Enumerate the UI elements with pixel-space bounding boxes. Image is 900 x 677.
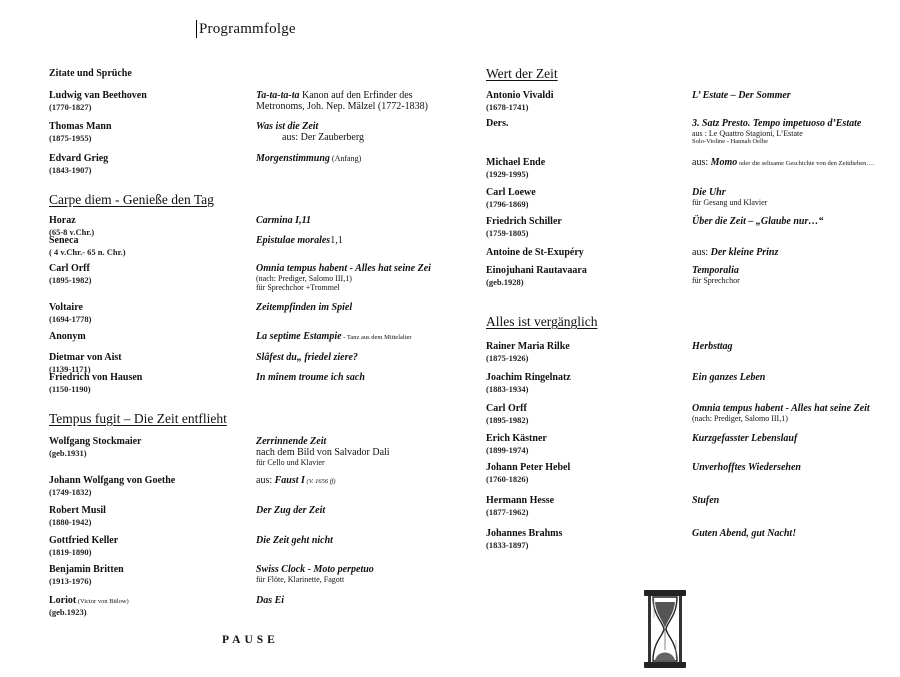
composer-kaestner: Erich Kästner (1899-1974) [486, 433, 547, 455]
work-loriot: Das Ei [256, 595, 285, 606]
composer-ders: Ders. [486, 118, 509, 129]
section-wert-der-zeit: Wert der Zeit [486, 66, 558, 81]
composer-mann: Thomas Mann (1875-1955) [49, 121, 112, 143]
work-loewe: Die Uhr für Gesang und Klavier [692, 187, 768, 207]
work-rilke: Herbsttag [692, 341, 733, 352]
work-vivaldi: L’ Estate – Der Sommer [692, 90, 791, 101]
work-exupery: aus: Der kleine Prinz [692, 247, 779, 258]
pause-label: PAUSE [222, 634, 279, 646]
work-seneca: Epistulae morales1,1 [256, 235, 343, 246]
composer-hausen: Friedrich von Hausen (1150-1190) [49, 372, 143, 394]
composer-orff-left: Carl Orff (1895-1982) [49, 263, 92, 285]
composer-orff-right: Carl Orff (1895-1982) [486, 403, 529, 425]
composer-voltaire: Voltaire (1694-1778) [49, 302, 92, 324]
composer-loriot: Loriot (Victor von Bülow) (geb.1923) [49, 595, 129, 617]
work-ende: aus: Momo oder die seltsame Geschichte von den Zeitdieben…. [692, 157, 875, 168]
composer-ende: Michael Ende (1929-1995) [486, 157, 546, 179]
composer-beethoven: Ludwig van Beethoven (1770-1827) [49, 90, 147, 112]
composer-vivaldi: Antonio Vivaldi (1678-1741) [486, 90, 554, 112]
work-mann: Was ist die Zeit aus: Der Zauberberg [256, 121, 365, 143]
composer-ringelnatz: Joachim Ringelnatz (1883-1934) [486, 372, 571, 394]
work-hesse: Stufen [692, 495, 720, 506]
work-hebel: Unverhofftes Wiedersehen [692, 462, 801, 473]
composer-hebel: Johann Peter Hebel (1760-1826) [486, 462, 571, 484]
composer-goethe: Johann Wolfgang von Goethe (1749-1832) [49, 475, 176, 497]
hourglass-icon [640, 588, 690, 670]
work-ringelnatz: Ein ganzes Leben [692, 372, 766, 383]
composer-britten: Benjamin Britten (1913-1976) [49, 564, 124, 586]
work-grieg: Morgenstimmung (Anfang) [256, 153, 362, 164]
composer-rautavaara: Einojuhani Rautavaara (geb.1928) [486, 265, 587, 287]
composer-aist: Dietmar von Aist (1139-1171) [49, 352, 122, 374]
page-title: Programmfolge [199, 21, 296, 37]
composer-hesse: Hermann Hesse (1877-1962) [486, 495, 555, 517]
section-intro: Zitate und Sprüche [49, 68, 132, 79]
composer-stockmaier: Wolfgang Stockmaier (geb.1931) [49, 436, 142, 458]
composer-rilke: Rainer Maria Rilke (1875-1926) [486, 341, 570, 363]
work-stockmaier: Zerrinnende Zeit nach dem Bild von Salvador Dali für Cello und Klavier [256, 436, 390, 467]
hourglass-svg [640, 588, 690, 670]
section-alles-ist-vergaenglich: Alles ist vergänglich [486, 314, 598, 329]
composer-exupery: Antoine de St-Exupéry [486, 247, 584, 258]
composer-horaz: Horaz (65-8 v.Chr.) [49, 215, 95, 237]
work-kaestner: Kurzgefasster Lebenslauf [692, 433, 798, 444]
section-tempus-fugit: Tempus fugit – Die Zeit entflieht [49, 411, 227, 426]
work-rautavaara: Temporalia für Sprechchor [692, 265, 740, 285]
work-beethoven: Ta-ta-ta-ta Kanon auf den Erfinder des Metronoms, Joh. Nep. Mälzel (1772-1838) [256, 90, 428, 112]
text-cursor [196, 20, 197, 38]
work-ders: 3. Satz Presto. Tempo impetuoso d’Estate aus : Le Quattro Stagioni, L’Estate Solo-Violine - Hannah Oelbe [692, 118, 862, 145]
work-anonym: La septime Estampie - Tanz aus dem Mittelalter [256, 331, 412, 342]
work-aist: Slâfest du„ friedel ziere? [256, 352, 358, 363]
work-goethe: aus: Faust I (V. 1656 ff) [256, 475, 336, 486]
work-orff-right: Omnia tempus habent - Alles hat seine Zeit (nach: Prediger, Salomo III,1) [692, 403, 870, 423]
composer-schiller: Friedrich Schiller (1759-1805) [486, 216, 562, 238]
work-brahms: Guten Abend, gut Nacht! [692, 528, 797, 539]
section-carpe-diem: Carpe diem - Genieße den Tag [49, 192, 214, 207]
work-schiller: Über die Zeit – „Glaube nur…“ [692, 216, 824, 227]
work-orff-left: Omnia tempus habent - Alles hat seine Zei (nach: Prediger, Salomo III,1) für Sprechchor +Trommel [256, 263, 431, 292]
composer-grieg: Edvard Grieg (1843-1907) [49, 153, 109, 175]
work-britten: Swiss Clock - Moto perpetuo für Flöte, Klarinette, Fagott [256, 564, 374, 584]
composer-anonym: Anonym [49, 331, 86, 342]
composer-brahms: Johannes Brahms (1833-1897) [486, 528, 563, 550]
work-hausen: In mînem troume ich sach [256, 372, 365, 383]
composer-seneca: Seneca ( 4 v.Chr.- 65 n. Chr.) [49, 235, 126, 257]
composer-keller: Gottfried Keller (1819-1890) [49, 535, 119, 557]
composer-loewe: Carl Loewe (1796-1869) [486, 187, 536, 209]
work-keller: Die Zeit geht nicht [256, 535, 333, 546]
work-horaz: Carmina I,11 [256, 215, 312, 226]
composer-musil: Robert Musil (1880-1942) [49, 505, 106, 527]
work-voltaire: Zeitempfinden im Spiel [256, 302, 353, 313]
work-musil: Der Zug der Zeit [256, 505, 326, 516]
